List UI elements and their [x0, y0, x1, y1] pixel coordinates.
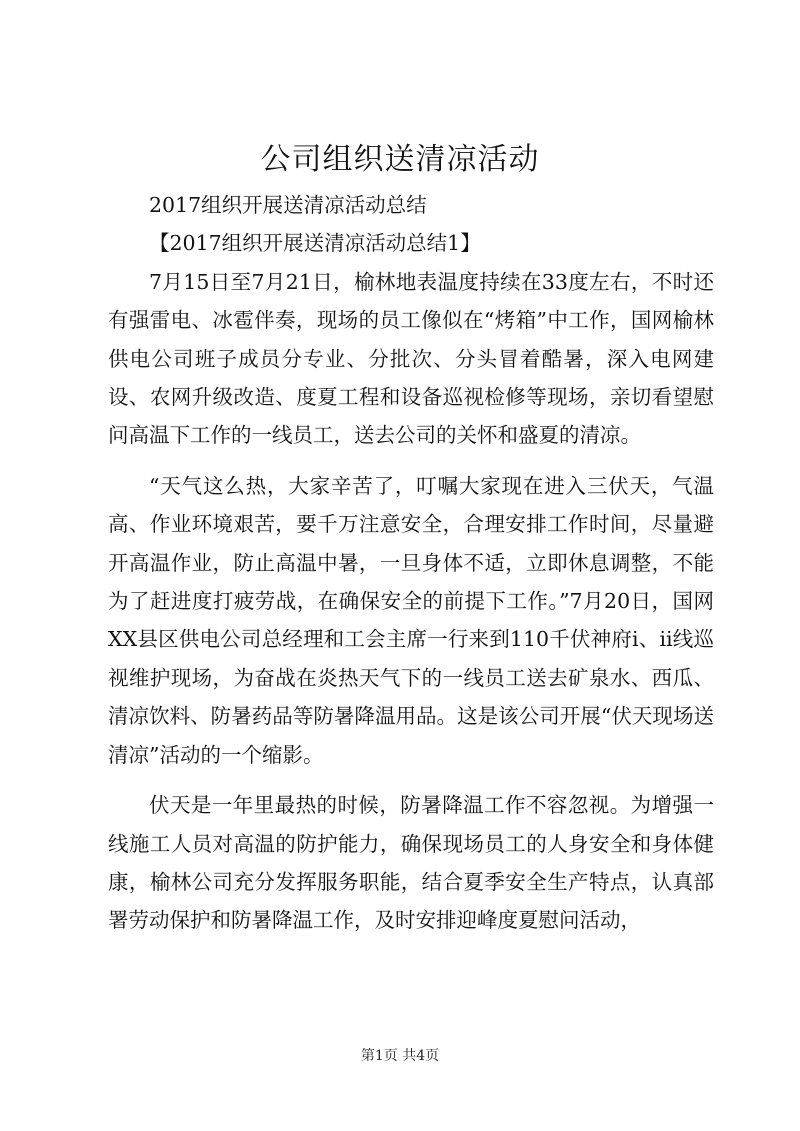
page-title: 公司组织送清凉活动: [260, 142, 540, 177]
body-paragraph-3: 伏天是一年里最热的时候，防暑降温工作不容忽视。为增强一线施工人员对高温的防护能力，确保现场员工的人身安全和身体健康，榆林公司充分发挥服务职能，结合夏季安全生产特点，认真部署劳动保护和防暑降温工作，及时安排迎峰度夏慰问活动，: [108, 793, 714, 933]
body-paragraph-1: 7月15日至7月21日，榆林地表温度持续在33度左右，不时还有强雷电、冰雹伴奏，现场的员工像似在“烤箱”中工作，国网榆林供电公司班子成员分专业、分批次、分头冒着酷暑，深入电网建设、农网升级改造、度夏工程和设备巡视检修等现场，亲切看望慰问高温下工作的一线员工，送去公司的关怀和盛夏的清凉。: [108, 269, 714, 448]
body-paragraph-2: “天气这么热，大家辛苦了，叮嘱大家现在进入三伏天，气温高、作业环境艰苦，要千万注意安全，合理安排工作时间，尽量避开高温作业，防止高温中暑，一旦身体不适，立即休息调整，不能为了赶进度打疲劳战，在确保安全的前提下工作。”7月20日，国网XX县区供电公司总经理和工会主席一行来到110千伏神府ⅰ、ⅱ线巡视维护现场，为奋战在炎热天气下的一线员工送去矿泉水、西瓜、清凉饮料、防暑药品等防暑降温用品。这是该公司开展“伏天现场送清凉”活动的一个缩影。: [108, 473, 714, 767]
page-footer: 第1页 共4页: [360, 1048, 440, 1064]
section-heading: 【2017组织开展送清凉活动总结1】: [149, 231, 481, 256]
document-subtitle: 2017组织开展送清凉活动总结: [149, 193, 427, 217]
document-body: [108, 186, 714, 940]
